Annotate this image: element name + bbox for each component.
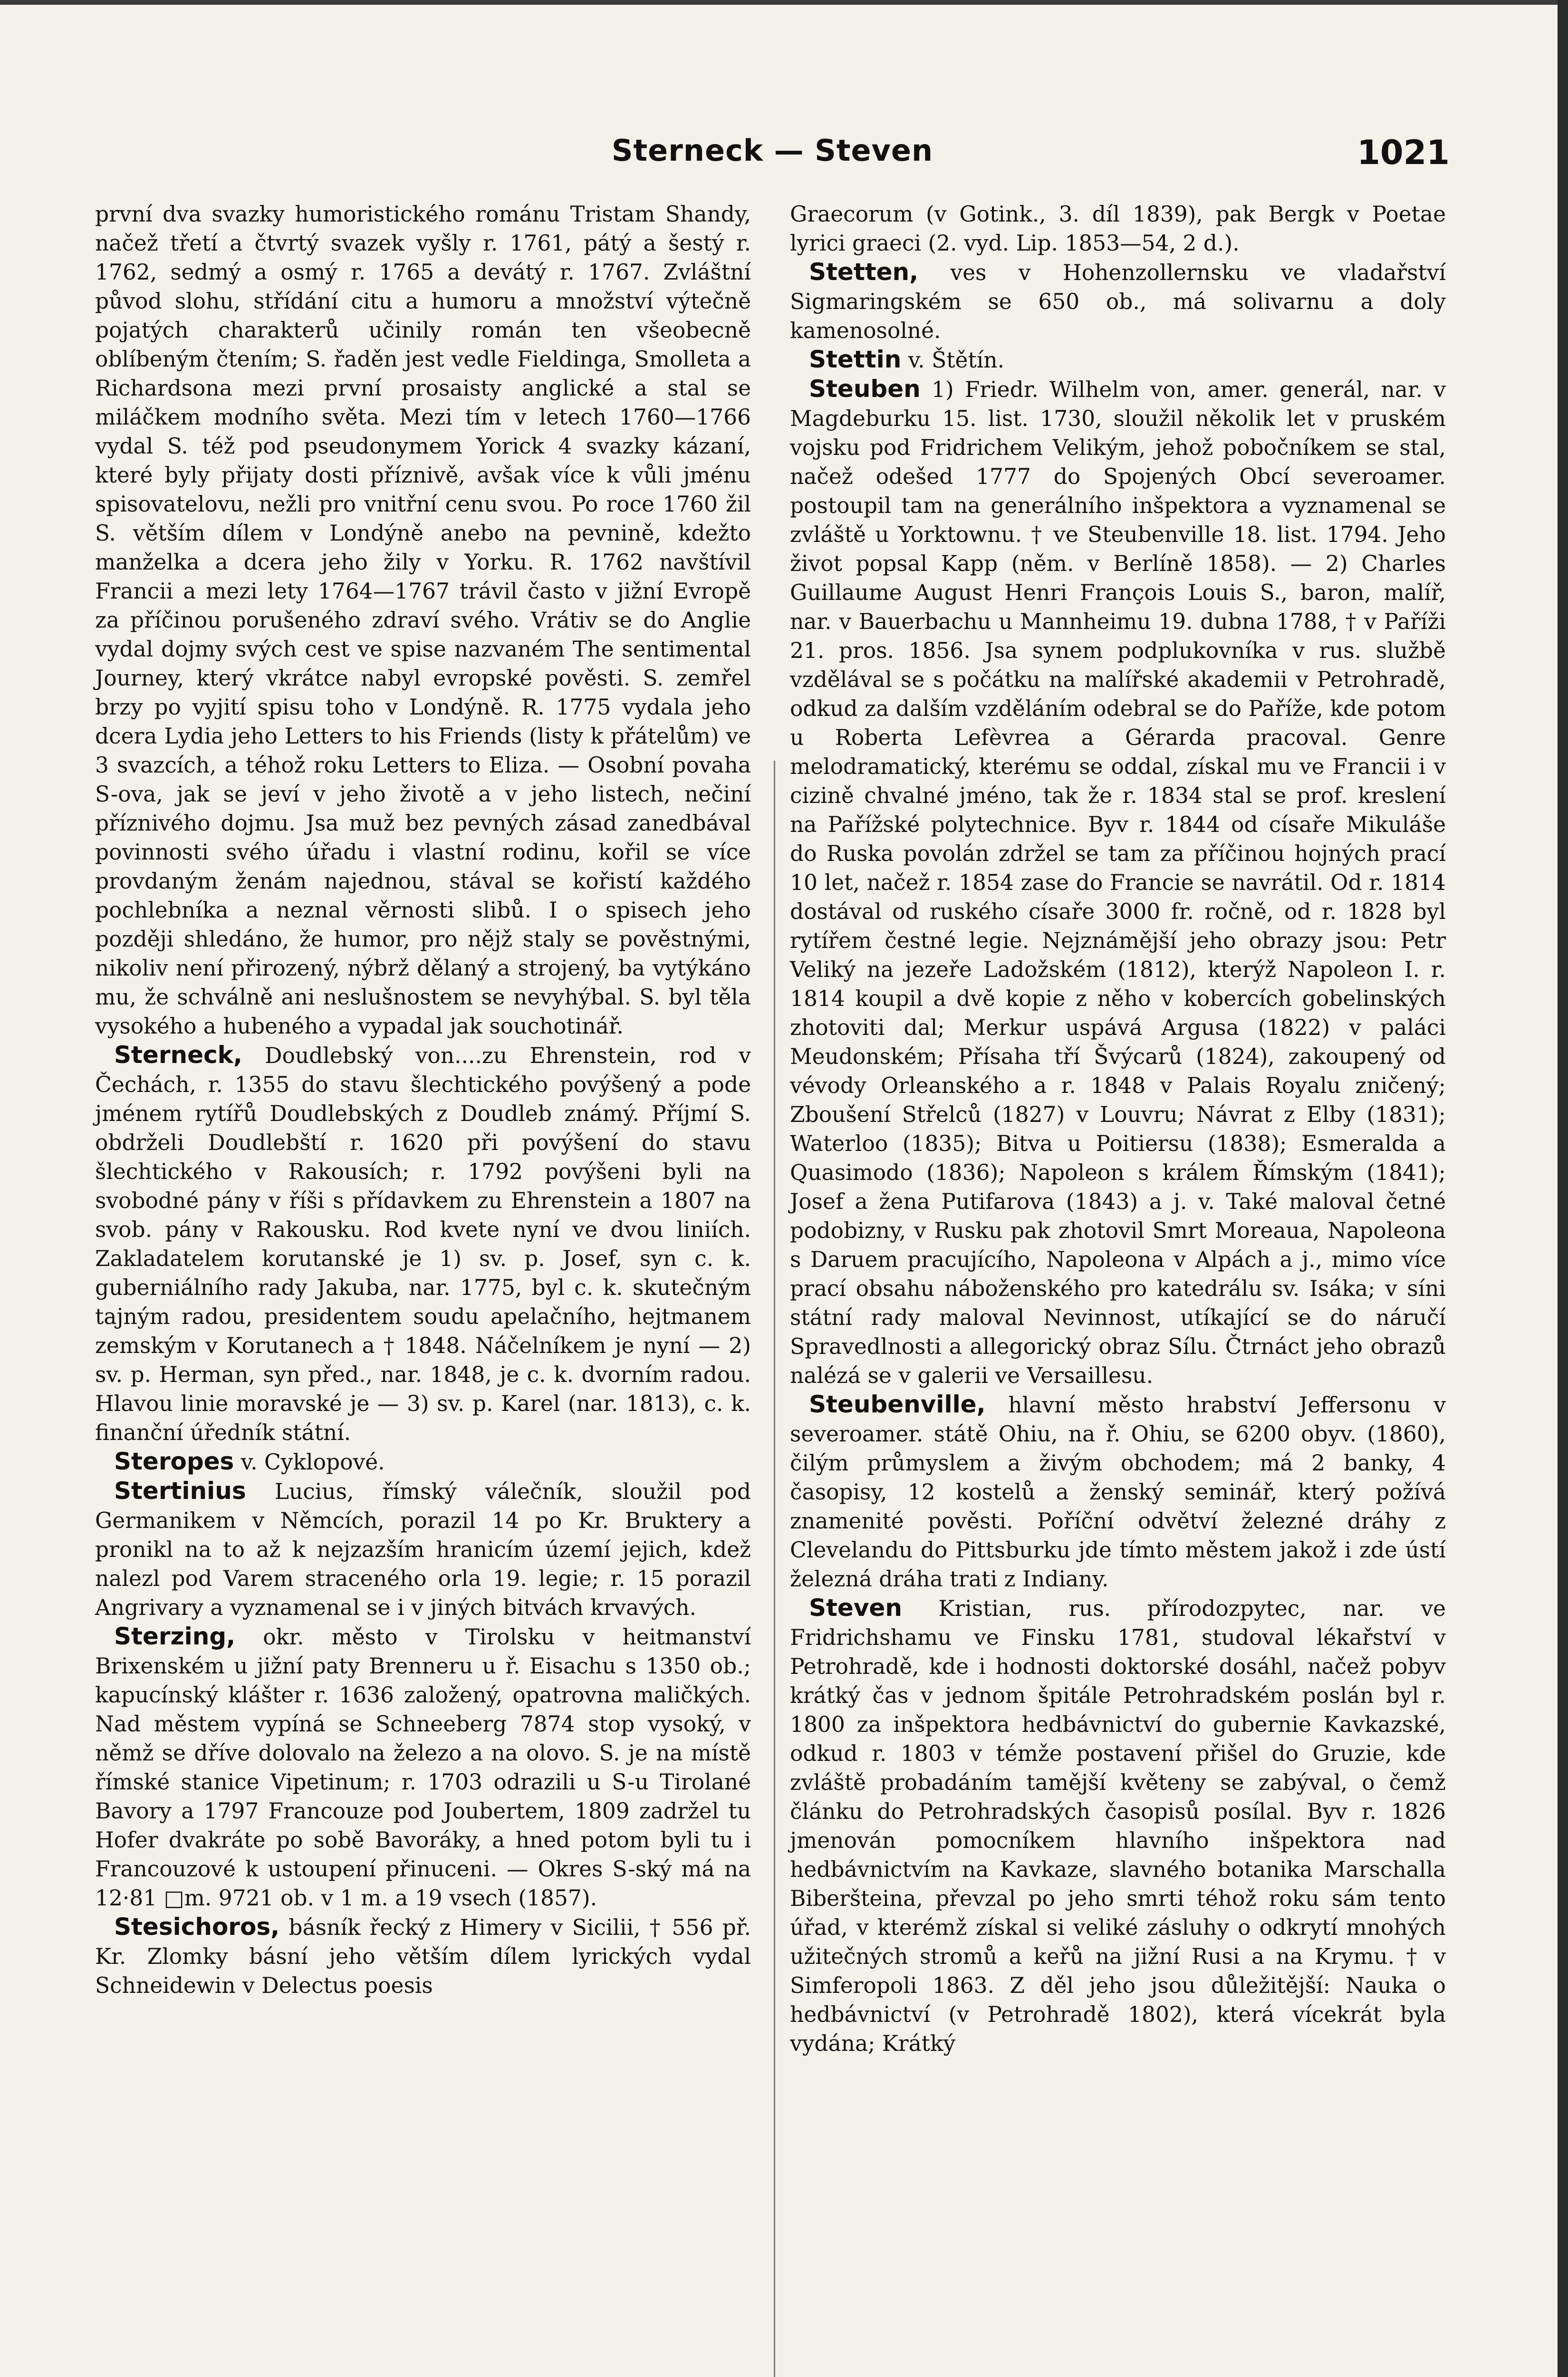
entry-stesichoros [95, 1913, 751, 2000]
headword-steropes: Steropes [114, 1448, 234, 1475]
entry-text-steubenville: hlavní město hrabství Jeffersonu v severoamer. státě Ohiu, na ř. Ohiu, se 6200 obyv. (1860), čilým průmyslem a živým obchodem; má 2 banky, 4 časopisy, 12 kostelů a ženský seminář, který požívá znamenité pověsti. Poříční odvětví železné dráhy z Clevelandu do Pittsburku jde tímto městem jakož i zde ústí železná dráha trati z Indiany. [790, 1392, 1446, 1592]
entry-stettin [790, 345, 1446, 375]
entry-text-sterzing: okr. město v Tirolsku v heitmanství Brixenském u jižní paty Brenneru u ř. Eisachu s 1350 ob.; kapucínský klášter r. 1636 založený, opatrovna maličkých. Nad městem vypíná se Schneeberg 7874 stop vysoký, v němž se dříve dolovalo na železo a na olovo. S. je na místě římské stanice Vipetinum; r. 1703 odrazili u S-u Tirolané Bavory a 1797 Francouze pod Joubertem, 1809 zadržel tu Hofer dvakráte po sobě Bavoráky, a hned potom byli tu i Francouzové k ustoupení přinuceni. — Okres S-ský má na 12·81 □m. 9721 ob. v 1 m. a 19 vsech (1857). [95, 1624, 751, 1911]
headword-steven: Steven [809, 1594, 902, 1622]
entry-steven [790, 1594, 1446, 2058]
entry-sterzing [95, 1622, 751, 1913]
headword-stetten: Stetten, [809, 258, 919, 286]
headword-stesichoros: Stesichoros, [114, 1913, 280, 1941]
entry-steubenville [790, 1390, 1446, 1594]
headword-steubenville: Steubenville, [809, 1391, 986, 1418]
entry-text-stetten: ves v Hohenzollernsku ve vladařství Sigmaringském se 650 ob., má solivarnu a doly kamenosolné. [790, 260, 1446, 343]
entry-steropes [95, 1447, 751, 1477]
entry-steuben [790, 375, 1446, 1390]
headword-sterzing: Sterzing, [114, 1623, 236, 1650]
entry-stertinius [95, 1477, 751, 1622]
entry-text-stertinius: Lucius, římský válečník, sloužil pod Germanikem v Němcích, porazil 14 po Kr. Bruktery a pronikl na to až k nejzazším hranicím území jejich, kdež nalezl pod Varem straceného orla 19. legie; r. 15 porazil Angrivary a vyznamenal se i v jiných bitvách krvavých. [95, 1479, 751, 1620]
headword-sterneck: Sterneck, [114, 1041, 242, 1069]
headword-stettin: Stettin [809, 346, 902, 373]
headword-stertinius: Stertinius [114, 1477, 246, 1505]
entry-sterneck [95, 1041, 751, 1447]
page-number: 1021 [1357, 133, 1450, 172]
page-header [95, 133, 1450, 190]
encyclopedia-page [95, 0, 1459, 2377]
scan-border-right [1558, 0, 1568, 2377]
right-column [790, 200, 1446, 2058]
entry-stetten [790, 258, 1446, 345]
running-head: Sterneck — Steven [611, 133, 933, 168]
left-column [95, 200, 751, 2000]
column-divider [774, 761, 775, 2377]
entry-text-steven: Kristian, rus. přírodozpytec, nar. ve Fridrichshamu ve Finsku 1781, studoval lékařství v Petrohradě, kde i hodnosti doktorské dosáhl, načež pobyv krátký čas v jednom špitále Petrohradském poslán byl r. 1800 za inšpektora hedbávnictví do gubernie Kavkazské, odkud r. 1803 v témže postavení přišel do Gruzie, kde zvláště probadáním tamější květeny se zabýval, o čemž článku do Petrohradských časopisů posílal. Byv r. 1826 jmenován pomocníkem hlavního inšpektora nad hedbávnictvím na Kavkaze, slavného botanika Marschalla Biberšteina, převzal po jeho smrti téhož roku sám tento úřad, v kterémž získal si veliké zásluhy o odkrytí mnohých užitečných stromů a keřů na jižní Rusi a na Krymu. † v Simferopoli 1863. Z děl jeho jsou důležitější: Nauka o hedbávnictví (v Petrohradě 1802), která vícekrát byla vydána; Krátký [790, 1596, 1446, 2056]
entry-text-stesichoros: básník řecký z Himery v Sicilii, † 556 př. Kr. Zlomky básní jeho větším dílem lyrických vydal Schneidewin v Delectus poesis [95, 1915, 751, 1998]
entry-sterne-continued: první dva svazky humoristického románu Tristam Shandy, načež třetí a čtvrtý svazek vyšly r. 1761, pátý a šestý r. 1762, sedmý a osmý r. 1765 a devátý r. 1767. Zvláštní původ slohu, střídání citu a humoru a množství výtečně pojatých charakterů učinily román ten všeobecně oblíbeným čtením; S. řaděn jest vedle Fieldinga, Smolleta a Richardsona mezi první prosaisty anglické a stal se miláčkem modního světa. Mezi tím v letech 1760—1766 vydal S. též pod pseudonymem Yorick 4 svazky kázaní, které byly přijaty dosti příznivě, avšak více k vůli jménu spisovatelovu, nežli pro vnitřní cenu svou. Po roce 1760 žil S. větším dílem v Londýně anebo na pevnině, kdežto manželka a dcera jeho žily v Yorku. R. 1762 navštívil Francii a mezi lety 1764—1767 trávil často v jižní Evropě za příčinou porušeného zdraví svého. Vrátiv se do Anglie vydal dojmy svých cest ve spise nazvaném The sentimental Journey, který vkrátce nabyl evropské pověsti. S. zemřel brzy po vyjití spisu toho v Londýně. R. 1775 vydala jeho dcera Lydia jeho Letters to his Friends (listy k přátelům) ve 3 svazcích, a téhož roku Letters to Eliza. — Osobní povaha S-ova, jak se jeví v jeho životě a v jeho listech, nečiní příznivého dojmu. Jsa muž bez pevných zásad zanedbával povinnosti svého úřadu i vlastní rodinu, kořil se více provdaným ženám najednou, stával se kořistí každého pochlebníka a neznal věrnosti slibů. I o spisech jeho později shledáno, že humor, pro nějž staly se pověstnými, nikoliv není přirozený, nýbrž dělaný a strojený, ba vytýkáno mu, že schválně ani neslušnostem se nevyhýbal. S. byl těla vysokého a hubeného a vypadal jak souchotinář. [95, 202, 751, 1039]
entry-text-steropes: v. Cyklopové. [240, 1449, 385, 1475]
headword-steuben: Steuben [809, 375, 921, 403]
entry-text-stettin: v. Štětín. [908, 348, 1005, 373]
entry-stesichoros-continued: Graecorum (v Gotink., 3. díl 1839), pak Bergk v Poetae lyrici graeci (2. vyd. Lip. 1853—54, 2 d.). [790, 202, 1446, 256]
entry-text-sterneck: Doudlebský von....zu Ehrenstein, rod v Čechách, r. 1355 do stavu šlechtického povýšený a pode jménem rytířů Doudlebských z Doudleb známý. Příjmí S. obdrželi Doudlebští r. 1620 při povýšení do stavu šlechtického v Rakousích; r. 1792 povýšeni byli na svobodné pány v říši s přídavkem zu Ehrenstein a 1807 na svob. pány v Rakousku. Rod kvete nyní ve dvou liniích. Zakladatelem korutanské je 1) sv. p. Josef, syn c. k. guberniálního rady Jakuba, nar. 1775, byl c. k. skutečným tajným radou, presidentem soudu apelačního, hejtmanem zemským v Korutanech a † 1848. Náčelníkem je nyní — 2) sv. p. Herman, syn před., nar. 1848, je c. k. dvorním radou. Hlavou linie moravské je — 3) sv. p. Karel (nar. 1813), c. k. finanční úředník státní. [95, 1043, 751, 1445]
entry-text-steuben: 1) Friedr. Wilhelm von, amer. generál, nar. v Magdeburku 15. list. 1730, sloužil několik let v pruském vojsku pod Fridrichem Velikým, jehož pobočníkem se stal, načež odešed 1777 do Spojených Obcí severoamer. postoupil tam na generálního inšpektora a vyznamenal se zvláště u Yorktownu. † ve Steubenville 18. list. 1794. Jeho život popsal Kapp (něm. v Berlíně 1858). — 2) Charles Guillaume August Henri François Louis S., baron, malíř, nar. v Bauerbachu u Mannheimu 19. dubna 1788, † v Paříži 21. pros. 1856. Jsa synem podplukovníka v rus. službě vzdělával se s počátku na malířské akademii v Petrohradě, odkud za dalším vzděláním odebral se do Paříže, kde potom u Roberta Lefèvrea a Gérarda pracoval. Genre melodramatický, kterému se oddal, získal mu ve Francii i v cizině chvalné jméno, tak že r. 1834 stal se prof. kreslení na Pařížské polytechnice. Byv r. 1844 od císaře Mikuláše do Ruska povolán zdržel se tam za příčinou hojných prací 10 let, načež r. 1854 zase do Francie se navrátil. Od r. 1814 dostával od ruského císaře 3000 fr. ročně, od r. 1828 byl rytířem čestné legie. Nejznámější jeho obrazy jsou: Petr Veliký na jezeře Ladožském (1812), kterýž Napoleon I. r. 1814 koupil a dvě kopie z něho v kobercích gobelinských zhotoviti dal; Merkur uspává Argusa (1822) v paláci Meudonském; Přísaha tří Švýcarů (1824), zakoupený od vévody Orleanského a r. 1848 v Palais Royalu zničený; Zboušení Střelců (1827) v Louvru; Návrat z Elby (1831); Waterloo (1835); Bitva u Poitiersu (1838); Esmeralda a Quasimodo (1836); Napoleon s králem Římským (1841); Josef a žena Putifarova (1843) a j. v. Také maloval četné podobizny, v Rusku pak zhotovil Smrt Moreaua, Napoleona s Daruem pracujícího, Napoleona v Alpách a j., mimo více prací obsahu náboženského pro katedrálu sv. Isáka; v síni státní rady maloval Nevinnost, utíkající se do náručí Spravedlnosti a allegorický obraz Sílu. Čtrnáct jeho obrazů nalézá se v galerii ve Versaillesu. [790, 377, 1446, 1388]
